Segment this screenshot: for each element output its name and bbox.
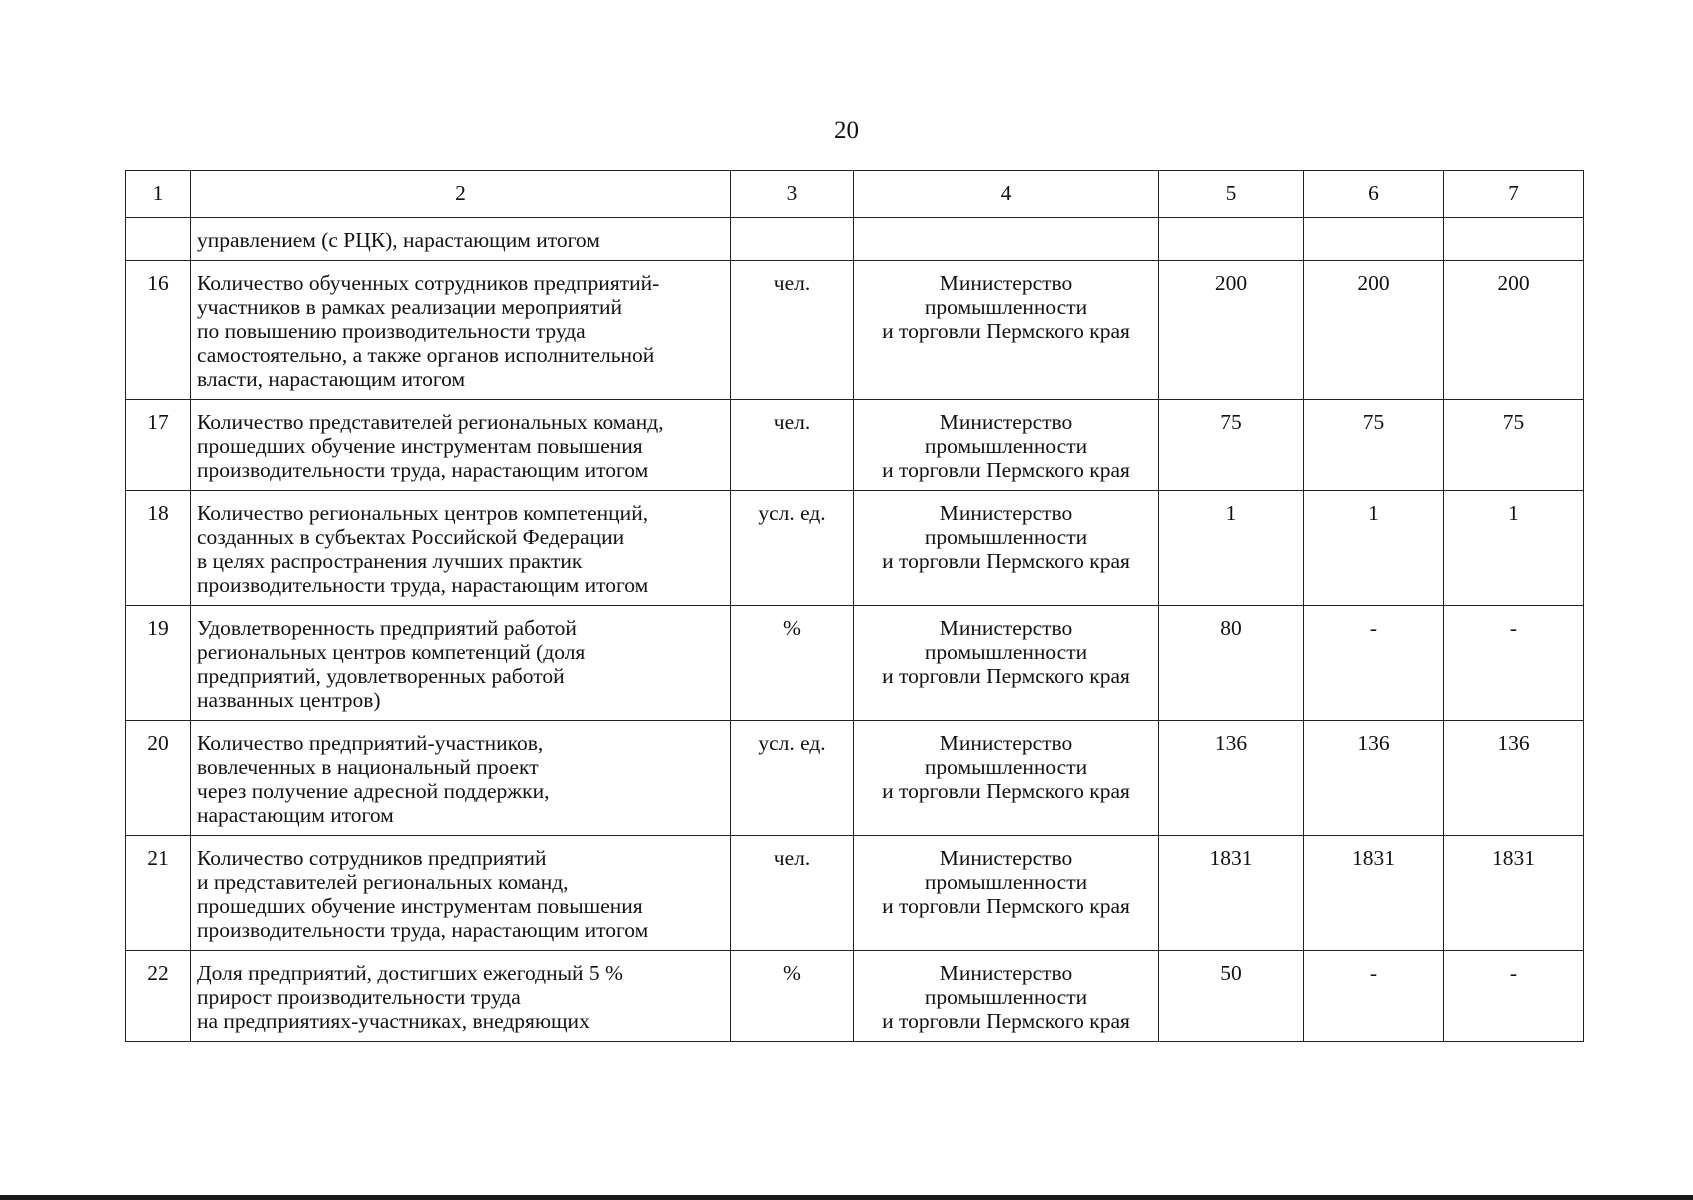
row-number: 18 — [126, 491, 191, 606]
responsible-body-line: промышленности — [924, 755, 1088, 779]
value-col-5: 136 — [1159, 721, 1304, 836]
indicator-name-line: прирост производительности труда — [197, 985, 521, 1009]
indicator-name — [191, 606, 731, 721]
indicator-name-line: самостоятельно, а также органов исполнительной — [197, 343, 655, 367]
indicator-name-line: Количество обученных сотрудников предприятий- — [197, 271, 660, 295]
responsible-body-line: Министерство — [939, 271, 1073, 295]
value-col-7: 1 — [1444, 491, 1584, 606]
row-number: 21 — [126, 836, 191, 951]
indicator-name-line: власти, нарастающим итогом — [197, 367, 466, 391]
indicator-name — [191, 491, 731, 606]
row-number: 16 — [126, 261, 191, 400]
responsible-body-line: Министерство — [939, 731, 1073, 755]
unit-of-measure: чел. — [731, 836, 854, 951]
indicator-name-line: по повышению производительности труда — [197, 319, 586, 343]
responsible-body — [854, 400, 1159, 491]
table-row — [126, 721, 1584, 836]
header-cell-5: 5 — [1159, 171, 1304, 218]
indicator-name-line: нарастающим итогом — [197, 803, 394, 827]
indicator-name-line: Количество региональных центров компетенций, — [197, 501, 649, 525]
indicator-name-line: прошедших обучение инструментам повышения — [197, 894, 643, 918]
value-col-5: 75 — [1159, 400, 1304, 491]
row-number — [126, 218, 191, 261]
value-col-6: 200 — [1304, 261, 1444, 400]
responsible-body — [854, 951, 1159, 1042]
value-col-5: 80 — [1159, 606, 1304, 721]
value-col-5: 50 — [1159, 951, 1304, 1042]
unit-of-measure: % — [731, 951, 854, 1042]
responsible-body-line: Министерство — [939, 846, 1073, 870]
row-number: 20 — [126, 721, 191, 836]
table-body — [126, 171, 1584, 1042]
indicator-name — [191, 261, 731, 400]
page-number: 20 — [834, 117, 859, 144]
indicator-name-line: прошедших обучение инструментам повышения — [197, 434, 643, 458]
responsible-body-line: промышленности — [924, 434, 1088, 458]
table-row — [126, 261, 1584, 400]
indicator-name-line: и представителей региональных команд, — [197, 870, 569, 894]
indicator-name-line: региональных центров компетенций (доля — [197, 640, 586, 664]
continuation-row — [126, 218, 1584, 261]
header-cell-4: 4 — [854, 171, 1159, 218]
responsible-body-line: Министерство — [939, 410, 1073, 434]
responsible-body — [854, 606, 1159, 721]
indicator-name — [191, 951, 731, 1042]
value-col-6: 136 — [1304, 721, 1444, 836]
indicator-name-line: названных центров) — [197, 688, 381, 712]
table-row — [126, 951, 1584, 1042]
value-col-7: 200 — [1444, 261, 1584, 400]
responsible-body-line: промышленности — [924, 525, 1088, 549]
responsible-body-line: и торговли Пермского края — [882, 779, 1130, 803]
indicator-name-line: производительности труда, нарастающим итогом — [197, 458, 649, 482]
indicator-name-line: производительности труда, нарастающим итогом — [197, 573, 649, 597]
responsible-body — [854, 836, 1159, 951]
responsible-body — [854, 218, 1159, 261]
scan-bottom-edge — [0, 1195, 1693, 1200]
value-col-5: 200 — [1159, 261, 1304, 400]
indicator-name-line: Количество сотрудников предприятий — [197, 846, 547, 870]
header-cell-2: 2 — [191, 171, 731, 218]
responsible-body — [854, 721, 1159, 836]
indicator-name — [191, 836, 731, 951]
indicator-name-line: через получение адресной поддержки, — [197, 779, 550, 803]
value-col-6: - — [1304, 606, 1444, 721]
unit-of-measure: усл. ед. — [731, 721, 854, 836]
indicator-name-line: в целях распространения лучших практик — [197, 549, 583, 573]
value-col-6: 75 — [1304, 400, 1444, 491]
value-col-6: 1 — [1304, 491, 1444, 606]
indicator-name-line: вовлеченных в национальный проект — [197, 755, 539, 779]
responsible-body-line: промышленности — [924, 985, 1088, 1009]
responsible-body-line: и торговли Пермского края — [882, 894, 1130, 918]
responsible-body-line: Министерство — [939, 616, 1073, 640]
indicator-name — [191, 721, 731, 836]
indicator-name-line: на предприятиях-участниках, внедряющих — [197, 1009, 590, 1033]
responsible-body-line: и торговли Пермского края — [882, 1009, 1130, 1033]
indicator-name-line: созданных в субъектах Российской Федерации — [197, 525, 625, 549]
responsible-body — [854, 491, 1159, 606]
value-col-7: 1831 — [1444, 836, 1584, 951]
row-number: 17 — [126, 400, 191, 491]
responsible-body-line: Министерство — [939, 961, 1073, 985]
responsible-body-line: и торговли Пермского края — [882, 458, 1130, 482]
table-row — [126, 836, 1584, 951]
table-row — [126, 606, 1584, 721]
unit-of-measure: чел. — [731, 261, 854, 400]
indicator-name-line: предприятий, удовлетворенных работой — [197, 664, 565, 688]
unit-of-measure: усл. ед. — [731, 491, 854, 606]
indicator-name-line: производительности труда, нарастающим итогом — [197, 918, 649, 942]
table-header-row — [126, 171, 1584, 218]
responsible-body-line: и торговли Пермского края — [882, 549, 1130, 573]
responsible-body-line: промышленности — [924, 295, 1088, 319]
indicator-name-line: управлением (с РЦК), нарастающим итогом — [197, 228, 600, 252]
header-cell-7: 7 — [1444, 171, 1584, 218]
value-col-5: 1 — [1159, 491, 1304, 606]
header-cell-6: 6 — [1304, 171, 1444, 218]
indicator-name-line: участников в рамках реализации мероприятий — [197, 295, 623, 319]
value-col-7: 75 — [1444, 400, 1584, 491]
value-col-7: - — [1444, 606, 1584, 721]
value-col-6: 1831 — [1304, 836, 1444, 951]
value-col-6: - — [1304, 951, 1444, 1042]
header-cell-1: 1 — [126, 171, 191, 218]
indicator-name — [191, 400, 731, 491]
row-number: 22 — [126, 951, 191, 1042]
value-col-7: - — [1444, 951, 1584, 1042]
header-cell-3: 3 — [731, 171, 854, 218]
responsible-body-line: промышленности — [924, 870, 1088, 894]
value-col-5 — [1159, 218, 1304, 261]
unit-of-measure: чел. — [731, 400, 854, 491]
row-number: 19 — [126, 606, 191, 721]
responsible-body-line: Министерство — [939, 501, 1073, 525]
indicator-name-line: Доля предприятий, достигших ежегодный 5 % — [197, 961, 623, 985]
unit-of-measure — [731, 218, 854, 261]
responsible-body-line: и торговли Пермского края — [882, 319, 1130, 343]
responsible-body — [854, 261, 1159, 400]
value-col-7: 136 — [1444, 721, 1584, 836]
indicator-name-line: Количество предприятий-участников, — [197, 731, 544, 755]
indicator-name-line: Удовлетворенность предприятий работой — [197, 616, 577, 640]
responsible-body-line: промышленности — [924, 640, 1088, 664]
unit-of-measure: % — [731, 606, 854, 721]
table-row — [126, 491, 1584, 606]
table-row — [126, 400, 1584, 491]
value-col-5: 1831 — [1159, 836, 1304, 951]
indicator-name — [191, 218, 731, 261]
value-col-6 — [1304, 218, 1444, 261]
indicators-table — [125, 170, 1584, 1042]
indicator-name-line: Количество представителей региональных команд, — [197, 410, 664, 434]
responsible-body-line: и торговли Пермского края — [882, 664, 1130, 688]
value-col-7 — [1444, 218, 1584, 261]
